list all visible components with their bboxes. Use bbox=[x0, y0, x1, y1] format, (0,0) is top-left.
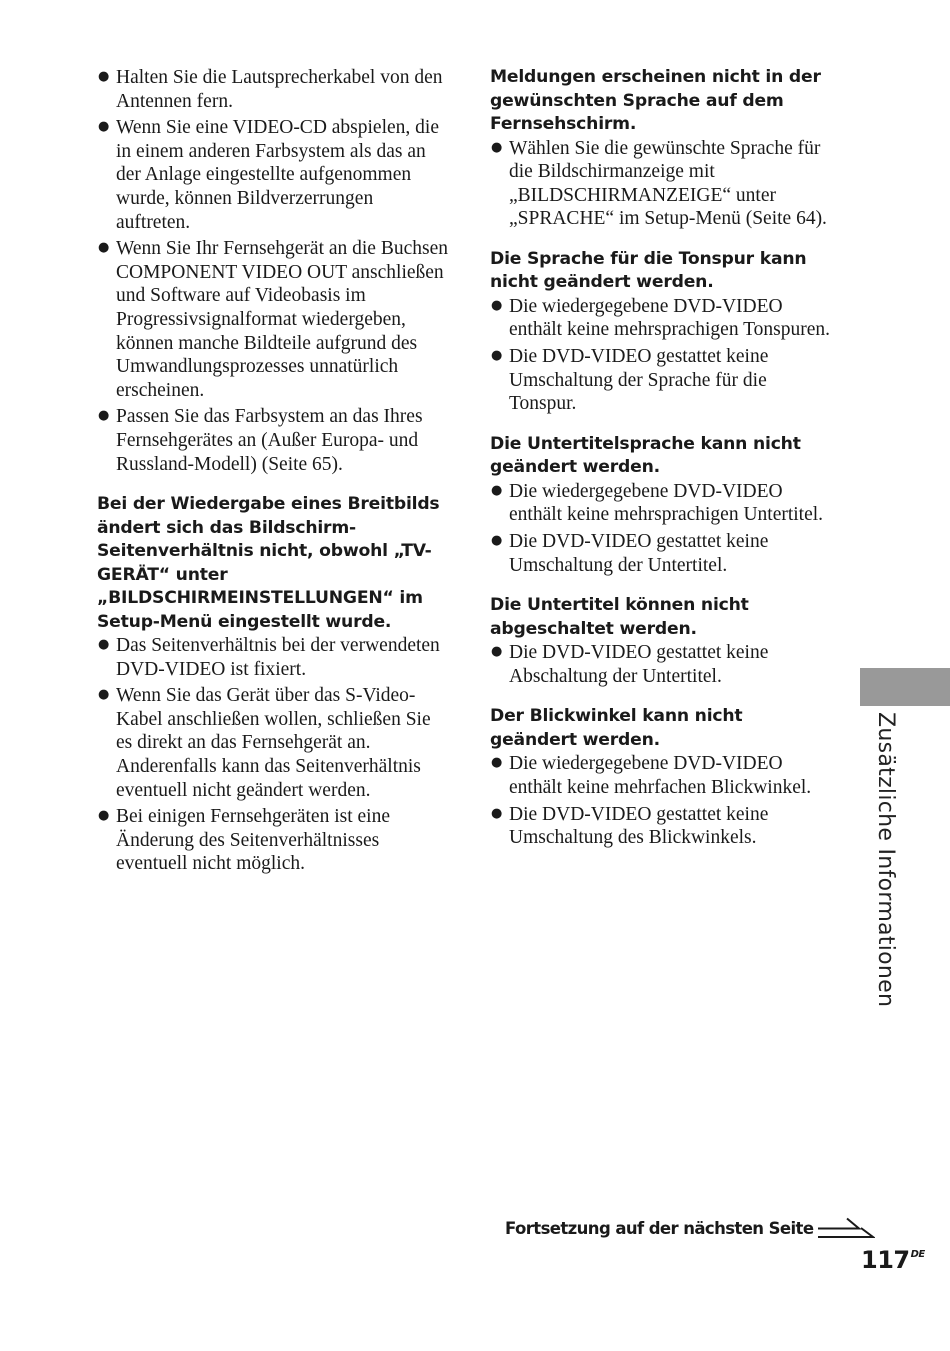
list-item: ● Das Seitenverhältnis bei der verwendeten DVD-VIDEO ist fixiert. bbox=[98, 635, 440, 680]
list-item: ● Wenn Sie das Gerät über das S-Video-Kabel anschließen wollen, schließen Sie es direkt an das Fernsehgerät an. Anderenfalls kann das Seitenverhältnis eventuell nicht geändert werden. bbox=[98, 685, 431, 801]
section-heading: Meldungen erscheinen nicht in der gewünschten Sprache auf dem Fernsehschirm. bbox=[490, 67, 821, 134]
subtitle-language-list bbox=[490, 480, 835, 577]
bullet-icon: ● bbox=[491, 348, 503, 364]
list-item: ● Die wiedergegebene DVD-VIDEO enthält keine mehrfachen Blickwinkel. bbox=[491, 753, 812, 798]
bullet-icon: ● bbox=[491, 755, 503, 771]
list-item: ● Wenn Sie Ihr Fernsehgerät an die Buchsen COMPONENT VIDEO OUT anschließen und Software auf Videobasis im Progressivsignalformat wiedergeben, können manche Bildteile aufgrund des Umwandlungsprozesses unnatürlich erscheinen. bbox=[98, 238, 448, 401]
chapter-side-label: Zusätzliche Informationen bbox=[873, 712, 898, 1008]
section-heading: Der Blickwinkel kann nicht geändert werden. bbox=[490, 706, 743, 750]
subtitle-off-list bbox=[490, 641, 835, 688]
subtitle-off-section bbox=[490, 594, 835, 688]
angle-section bbox=[490, 705, 835, 849]
left-column bbox=[97, 66, 449, 893]
intro-list bbox=[97, 66, 449, 476]
section-heading: Die Untertitel können nicht abgeschaltet werden. bbox=[490, 595, 749, 639]
list-item: ● Wählen Sie die gewünschte Sprache für die Bildschirmanzeige mit „BILDSCHIRMANZEIGE“ unter „SPRACHE“ im Setup-Menü (Seite 64). bbox=[491, 137, 827, 230]
list-item: ● Die DVD-VIDEO gestattet keine Abschaltung der Untertitel. bbox=[491, 642, 769, 687]
bullet-icon: ● bbox=[491, 644, 503, 660]
section-heading: Die Untertitelsprache kann nicht geändert werden. bbox=[490, 433, 801, 478]
aspect-section bbox=[97, 493, 449, 876]
aspect-list bbox=[97, 634, 449, 876]
continue-text: Fortsetzung auf der nächsten Seite bbox=[505, 1218, 814, 1238]
section-heading: Bei der Wiedergabe eines Breitbilds ändert sich das Bildschirm-Seitenverhältnis nicht, obwohl „TV-GERÄT“ unter „BILDSCHIRMEINSTELLUNGEN“ im Setup-Menü eingestellt wurde. bbox=[97, 494, 440, 632]
continue-note bbox=[505, 1215, 875, 1241]
audio-track-section bbox=[490, 248, 835, 416]
bullet-icon: ● bbox=[98, 69, 110, 84]
intro-section bbox=[97, 66, 449, 476]
list-item: ● Halten Sie die Lautsprecherkabel von den Antennen fern. bbox=[98, 67, 443, 112]
audio-track-list bbox=[490, 295, 835, 416]
language-suffix: DE bbox=[910, 1249, 925, 1260]
list-item: ● Die wiedergegebene DVD-VIDEO enthält keine mehrsprachigen Untertitel. bbox=[491, 480, 824, 526]
list-item: ● Bei einigen Fernsehgeräten ist eine Änderung des Seitenverhältnisses eventuell nicht möglich. bbox=[98, 806, 390, 875]
bullet-icon: ● bbox=[98, 687, 110, 703]
list-item: ● Die DVD-VIDEO gestattet keine Umschaltung des Blickwinkels. bbox=[491, 803, 769, 849]
bullet-icon: ● bbox=[491, 482, 503, 498]
bullet-icon: ● bbox=[98, 808, 110, 824]
list-item: ● Passen Sie das Farbsystem an das Ihres Fernsehgerätes an (Außer Europa- und Russland-Modell) (Seite 65). bbox=[98, 406, 423, 475]
bullet-icon: ● bbox=[98, 408, 110, 424]
bullet-icon: ● bbox=[98, 637, 110, 653]
right-column bbox=[490, 66, 835, 867]
language-list bbox=[490, 137, 835, 231]
subtitle-language-section bbox=[490, 433, 835, 577]
chapter-tab-marker bbox=[860, 668, 950, 706]
list-item: ● Die DVD-VIDEO gestattet keine Umschaltung der Sprache für die Tonspur. bbox=[491, 346, 769, 415]
bullet-icon: ● bbox=[98, 119, 110, 135]
bullet-icon: ● bbox=[491, 139, 503, 155]
list-item: ● Die wiedergegebene DVD-VIDEO enthält keine mehrsprachigen Tonspuren. bbox=[491, 295, 831, 341]
list-item: ● Wenn Sie eine VIDEO-CD abspielen, die in einem anderen Farbsystem als das an der Anlage eingestellte aufgenommen wurde, können Bildverzerrungen auftreten. bbox=[98, 117, 439, 233]
section-heading: Die Sprache für die Tonspur kann nicht geändert werden. bbox=[490, 248, 807, 293]
language-section bbox=[490, 66, 835, 231]
bullet-icon: ● bbox=[491, 533, 503, 549]
angle-list bbox=[490, 752, 835, 849]
list-item: ● Die DVD-VIDEO gestattet keine Umschaltung der Untertitel. bbox=[491, 531, 769, 576]
bullet-icon: ● bbox=[491, 805, 503, 821]
bullet-icon: ● bbox=[98, 240, 110, 256]
page-number: 117DE bbox=[861, 1246, 925, 1274]
bullet-icon: ● bbox=[491, 297, 503, 313]
arrow-right-icon bbox=[817, 1217, 875, 1239]
